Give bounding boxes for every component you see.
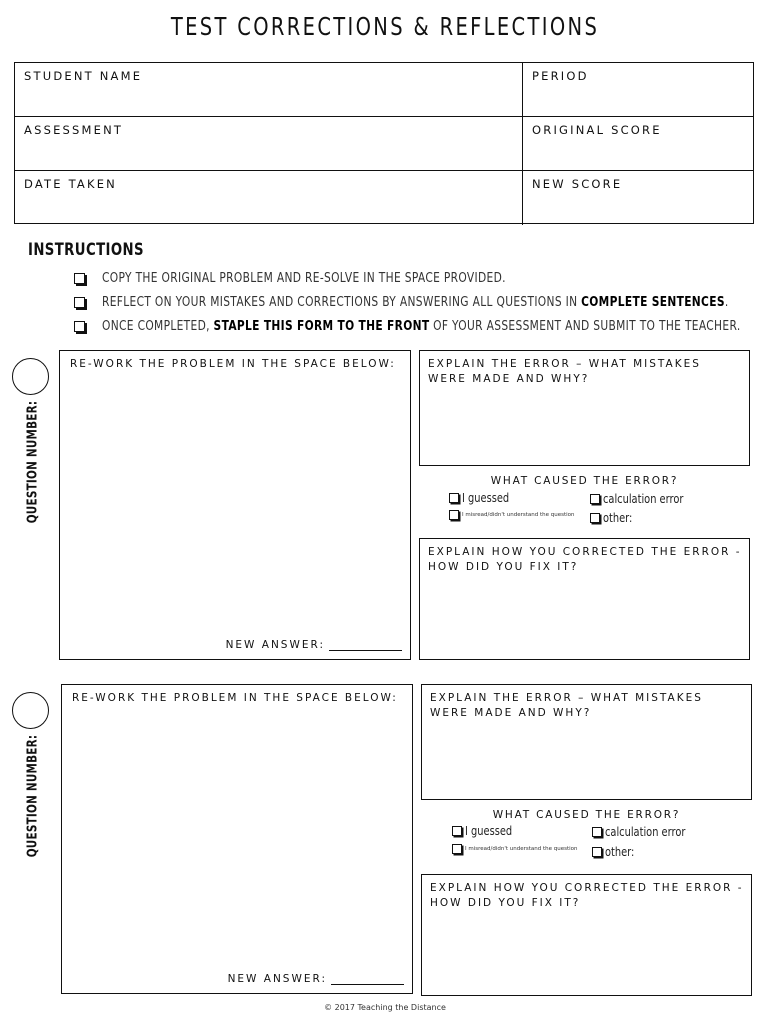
cause-option-other[interactable]: [590, 511, 639, 525]
corrected-error-box[interactable]: [421, 874, 752, 996]
instruction-text: REFLECT ON YOUR MISTAKES AND CORRECTIONS BY ANSWERING ALL QUESTIONS IN COMPLETE SENTENCES.: [102, 294, 729, 310]
checkbox-icon[interactable]: [452, 844, 462, 854]
corrected-error-label: EXPLAIN HOW YOU CORRECTED THE ERROR - HOW DID YOU FIX IT?: [430, 882, 744, 909]
cause-option-calculation[interactable]: [592, 825, 703, 839]
new-answer-label: NEW ANSWER:: [227, 973, 327, 985]
checkbox-icon[interactable]: [449, 493, 459, 503]
explain-error-label: EXPLAIN THE ERROR – WHAT MISTAKES WERE MADE AND WHY?: [428, 358, 701, 385]
info-divider: [522, 63, 523, 116]
cause-misread-label: I misread/didn't understand the question: [465, 846, 578, 852]
cause-option-misread[interactable]: [452, 844, 578, 854]
info-row-assessment: [15, 117, 753, 171]
new-score-field[interactable]: NEW SCORE: [532, 177, 623, 191]
cause-calculation-label: calculation error: [605, 825, 686, 839]
corrected-error-box[interactable]: [419, 538, 750, 660]
cause-other-label: other:: [603, 511, 633, 525]
checkbox-icon[interactable]: [74, 273, 85, 284]
error-cause-title: WHAT CAUSED THE ERROR?: [490, 475, 679, 487]
new-answer: [228, 972, 404, 985]
cause-option-guessed[interactable]: [452, 824, 522, 838]
cause-option-guessed[interactable]: [449, 491, 519, 505]
student-name-field[interactable]: STUDENT NAME: [24, 69, 143, 83]
cause-option-other[interactable]: [592, 845, 641, 859]
cause-calculation-label: calculation error: [603, 492, 684, 506]
explain-error-label: EXPLAIN THE ERROR – WHAT MISTAKES WERE MADE AND WHY?: [430, 692, 703, 719]
instruction-text: ONCE COMPLETED, STAPLE THIS FORM TO THE FRONT OF YOUR ASSESSMENT AND SUBMIT TO THE TEACHER.: [102, 318, 741, 334]
new-answer-label: NEW ANSWER:: [225, 639, 325, 651]
info-row-date: [15, 171, 753, 225]
assessment-field[interactable]: ASSESSMENT: [24, 123, 124, 137]
corrected-error-label: EXPLAIN HOW YOU CORRECTED THE ERROR - HOW DID YOU FIX IT?: [428, 546, 742, 573]
question-number-label: QUESTION NUMBER:: [25, 734, 41, 858]
instruction-item: [74, 290, 764, 314]
instructions-heading: INSTRUCTIONS: [28, 240, 144, 260]
info-divider: [522, 171, 523, 225]
question-block-1: [0, 350, 770, 665]
info-row-name: [15, 63, 753, 117]
student-info-table: [14, 62, 754, 224]
cause-guessed-label: I guessed: [462, 491, 510, 505]
checkbox-icon[interactable]: [592, 827, 602, 837]
rework-label: RE-WORK THE PROBLEM IN THE SPACE BELOW:: [70, 358, 396, 370]
checkbox-icon[interactable]: [590, 513, 600, 523]
question-number-label: QUESTION NUMBER:: [25, 400, 41, 524]
explain-error-box[interactable]: [419, 350, 750, 466]
explain-error-box[interactable]: [421, 684, 752, 800]
checkbox-icon[interactable]: [74, 321, 85, 332]
original-score-field[interactable]: ORIGINAL SCORE: [532, 123, 662, 137]
checkbox-icon[interactable]: [74, 297, 85, 308]
new-answer-line[interactable]: [331, 972, 404, 985]
date-taken-field[interactable]: DATE TAKEN: [24, 177, 117, 191]
checkbox-icon[interactable]: [592, 847, 602, 857]
cause-option-calculation[interactable]: [590, 492, 701, 506]
page-title: TEST CORRECTIONS & REFLECTIONS: [170, 12, 600, 41]
question-block-2: [0, 684, 770, 999]
cause-guessed-label: I guessed: [465, 824, 513, 838]
instruction-item: [74, 314, 764, 338]
cause-option-misread[interactable]: [449, 510, 575, 520]
period-field[interactable]: PERIOD: [532, 69, 589, 83]
rework-area[interactable]: [61, 684, 413, 994]
cause-other-label: other:: [605, 845, 635, 859]
copyright-footer: © 2017 Teaching the Distance: [324, 1003, 446, 1012]
cause-misread-label: I misread/didn't understand the question: [462, 512, 575, 518]
new-answer-line[interactable]: [329, 638, 402, 651]
instruction-text: COPY THE ORIGINAL PROBLEM AND RE-SOLVE IN THE SPACE PROVIDED.: [102, 270, 506, 286]
instructions-list: [74, 266, 764, 338]
rework-label: RE-WORK THE PROBLEM IN THE SPACE BELOW:: [72, 692, 398, 704]
instruction-item: [74, 266, 764, 290]
info-divider: [522, 117, 523, 170]
rework-area[interactable]: [59, 350, 411, 660]
checkbox-icon[interactable]: [449, 510, 459, 520]
error-cause-title: WHAT CAUSED THE ERROR?: [492, 809, 681, 821]
checkbox-icon[interactable]: [452, 826, 462, 836]
checkbox-icon[interactable]: [590, 494, 600, 504]
new-answer: [226, 638, 402, 651]
